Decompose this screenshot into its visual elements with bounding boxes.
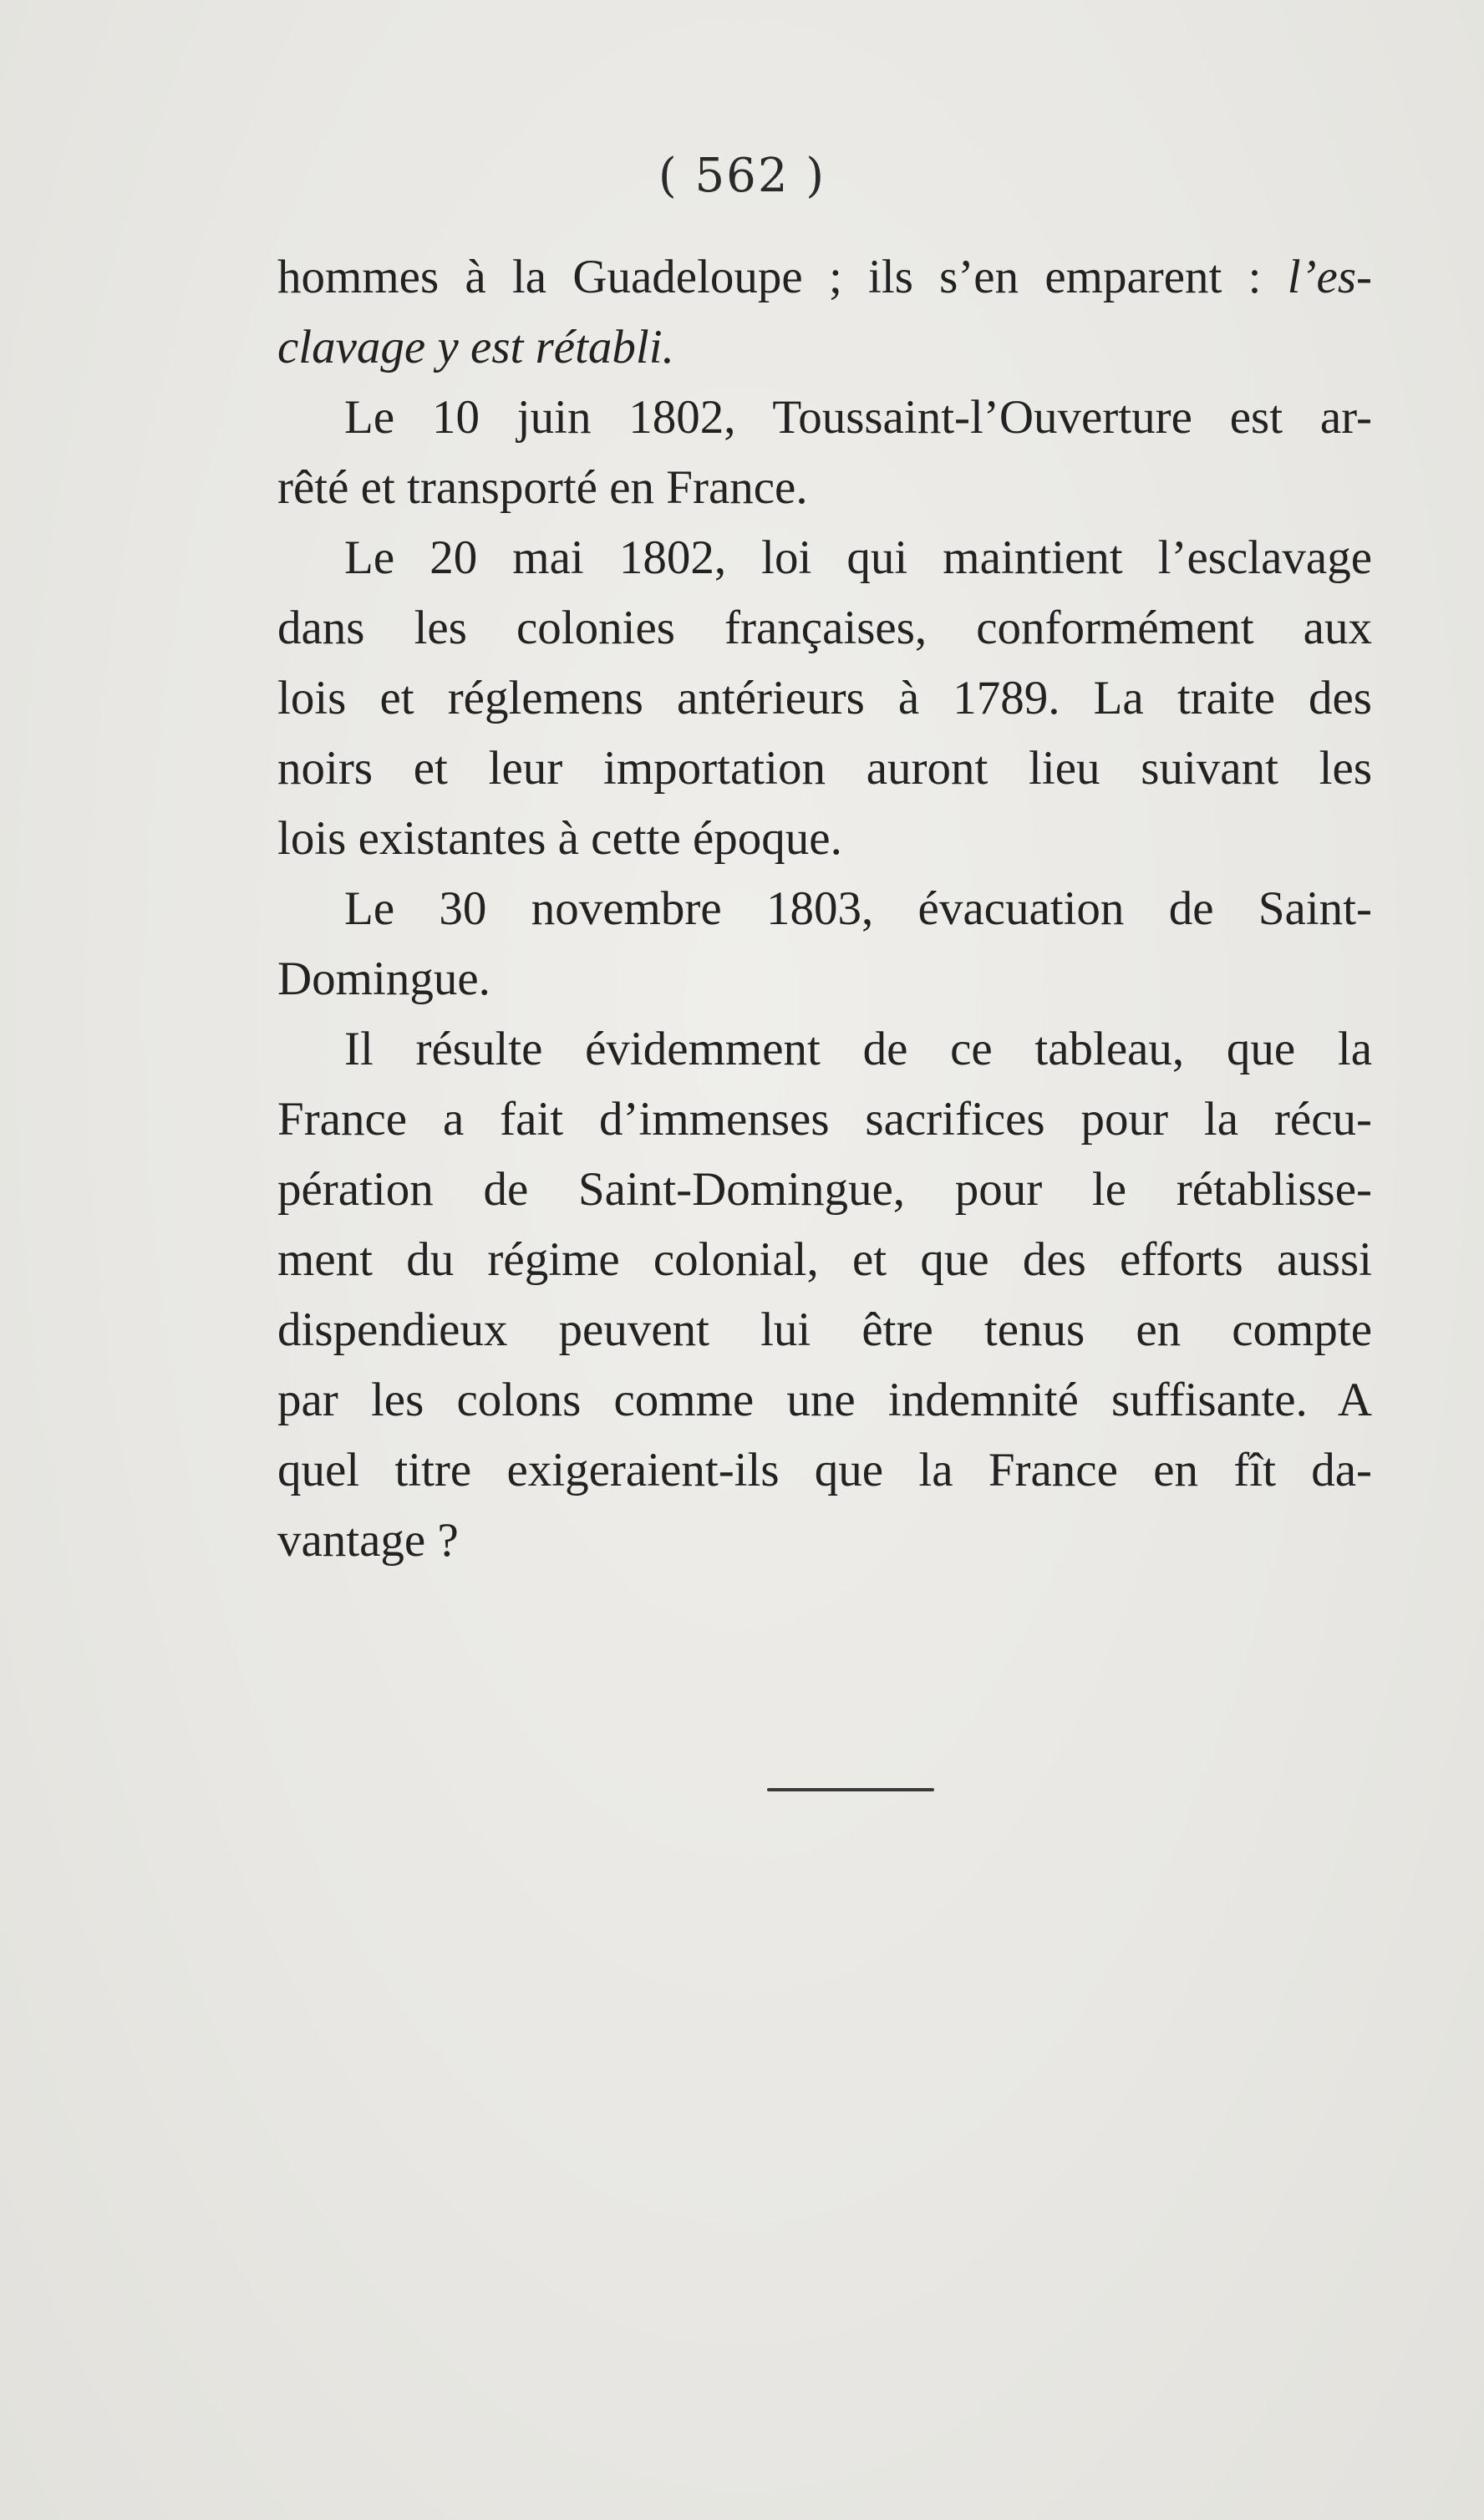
text-line xyxy=(277,1155,1372,1225)
text-line xyxy=(277,453,1372,523)
text-segment: noirs et leur importation auront lieu suivant les xyxy=(277,742,1372,795)
body-text xyxy=(277,242,1372,1576)
text-segment: ment du régime colonial, et que des efforts aussi xyxy=(277,1233,1372,1286)
text-line xyxy=(277,944,1372,1014)
text-segment: hommes à la Guadeloupe ; ils s’en emparent : xyxy=(277,251,1288,303)
text-line xyxy=(277,312,1372,383)
text-segment: par les colons comme une indemnité suffisante. A xyxy=(277,1374,1372,1426)
text-segment: Le 10 juin 1802, Toussaint-l’Ouverture est ar- xyxy=(344,391,1372,444)
text-line xyxy=(277,1435,1372,1506)
text-line xyxy=(277,523,1372,593)
text-line xyxy=(277,383,1372,453)
text-segment: Il résulte évidemment de ce tableau, que la xyxy=(344,1023,1372,1075)
end-rule xyxy=(767,1788,934,1791)
text-segment: France a fait d’immenses sacrifices pour la récu- xyxy=(277,1093,1372,1146)
text-line xyxy=(277,663,1372,734)
text-segment: dispendieux peuvent lui être tenus en compte xyxy=(277,1303,1372,1356)
italic-text: clavage y est rétabli. xyxy=(277,321,674,373)
text-line xyxy=(277,1225,1372,1295)
text-segment: pération de Saint-Domingue, pour le rétablisse- xyxy=(277,1163,1372,1216)
text-segment: Domingue. xyxy=(277,953,490,1005)
text-line xyxy=(277,804,1372,874)
page-number: ( 562 ) xyxy=(658,149,826,203)
text-segment: rêté et transporté en France. xyxy=(277,461,808,514)
text-line xyxy=(277,593,1372,663)
text-line xyxy=(277,734,1372,804)
text-segment: Le 30 novembre 1803, évacuation de Saint- xyxy=(344,882,1372,935)
text-segment: quel titre exigeraient-ils que la France en fît da- xyxy=(277,1444,1372,1496)
text-line xyxy=(277,1506,1372,1576)
text-line xyxy=(277,242,1372,312)
italic-text: l’es- xyxy=(1287,251,1372,303)
text-segment: lois et réglemens antérieurs à 1789. La traite des xyxy=(277,672,1372,724)
text-line xyxy=(277,1295,1372,1365)
text-line xyxy=(277,874,1372,944)
text-segment: dans les colonies françaises, conformément aux xyxy=(277,602,1372,654)
text-segment: lois existantes à cette époque. xyxy=(277,812,842,865)
text-line xyxy=(277,1014,1372,1085)
text-line xyxy=(277,1365,1372,1435)
text-segment: vantage ? xyxy=(277,1514,459,1567)
text-segment: Le 20 mai 1802, loi qui maintient l’esclavage xyxy=(344,531,1372,584)
text-line xyxy=(277,1085,1372,1155)
